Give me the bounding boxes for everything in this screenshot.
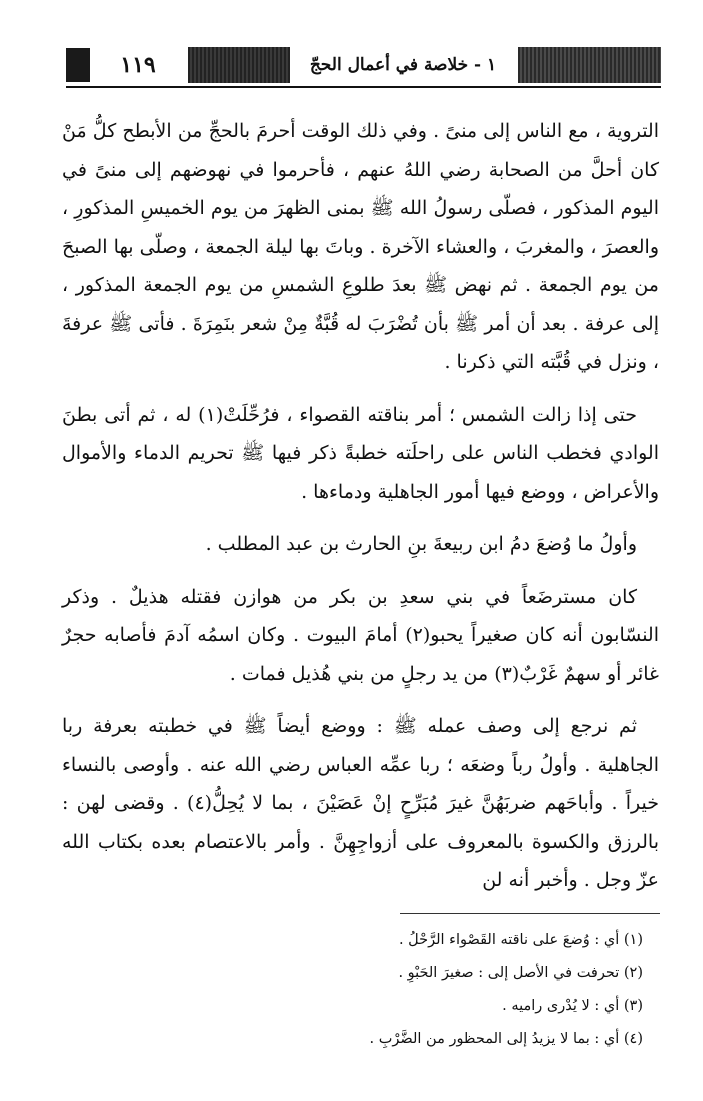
running-title: ١ - خلاصة في أعمال الحجّ: [309, 55, 497, 75]
header-rule: [66, 86, 661, 88]
header-dark-block-left: [66, 48, 90, 82]
paragraph-5: ثم نرجع إلى وصف عمله ﷺ : ووضع أيضاً ﷺ في خطبته بعرفة ربا الجاهلية . وأولُ رباً وضعَه ؛ ربا عمِّه العباس رضي الله عنه . وأوصى بالنساء خيراً . وأباحَهم ضربَهُنَّ غيرَ مُبَرِّحٍ إنْ عَصَيْنَ ، بما لا يُحِلُّ(٤) . وقضى لهن : بالرزق والكسوة بالمعروف على أزواجِهِنَّ . وأمر بالاعتصام بعده بكتاب الله عزّ وجل . وأخبر أنه لن: [62, 715, 659, 891]
footnotes: [62, 924, 643, 1056]
paragraph-1: التروية ، مع الناس إلى منىً . وفي ذلك الوقت أحرمَ بالحجِّ من الأبطح كلُّ مَنْ كان أحلَّ من الصحابة رضي اللهُ عنهم ، فأحرموا في نهوضهم إلى منىً في اليوم المذكور ، فصلّى رسولُ الله ﷺ بمنى الظهرَ من يوم الخميسِ المذكورِ ، والعصرَ ، والمغربَ ، والعشاء الآخرة . وباتَ بها ليلة الجمعة ، وصلّى بها الصبحَ من يوم الجمعة . ثم نهض ﷺ بعدَ طلوعِ الشمسِ من يوم الجمعة المذكور ، إلى عرفة . بعد أن أمر ﷺ بأن تُضْرَبَ له قُبَّةٌ مِنْ شعر بنَمِرَةَ . فأتى ﷺ عرفةَ ، ونزل في قُبَّته التي ذكرنا .: [62, 120, 659, 373]
footnote-2: (٢) تحرفت في الأصل إلى : صغيرَ الحَبْوِ .: [398, 965, 643, 981]
footnote-1: (١) أي : وُضعَ على ناقته القَصْواء الرَّحْلُ .: [398, 932, 643, 948]
footnote-3: (٣) أي : لا يُدْرى راميه .: [502, 998, 643, 1014]
paragraph-2: حتى إذا زالت الشمس ؛ أمر بناقته القصواء ، فرُحِّلَتْ(١) له ، ثم أتى بطنَ الوادي فخطب الناس على راحلَته خطبةً ذكر فيها ﷺ تحريم الدماء والأموال والأعراض ، ووضع فيها أمور الجاهلية ودماءها .: [62, 403, 659, 503]
header-dark-block-middle: [188, 47, 290, 83]
footnote-separator: [400, 913, 660, 914]
paragraph-4: كان مسترضَعاً في بني سعدِ بن بكر من هوازن فقتله هذيلٌ . وذكر النسّابون أنه كان صغيراً يحبو(٢) أمامَ البيوت . وكان اسمُه آدمَ فأصابه حجرٌ غائر أو سهمٌ غَرْبٌ(٣) من يد رجلٍ من بني هُذيل فمات .: [62, 585, 659, 685]
running-header: [66, 44, 661, 88]
page-number: ١١٩: [120, 52, 156, 78]
main-text: [62, 112, 659, 914]
footnote-4: (٤) أي : بما لا يزيدُ إلى المحظور من الضَّرْبِ .: [369, 1031, 643, 1047]
header-dark-block-right: [518, 47, 661, 83]
paragraph-3: وأولُ ما وُضعَ دمُ ابن ربيعةَ بنِ الحارث بن عبد المطلب .: [205, 533, 637, 555]
